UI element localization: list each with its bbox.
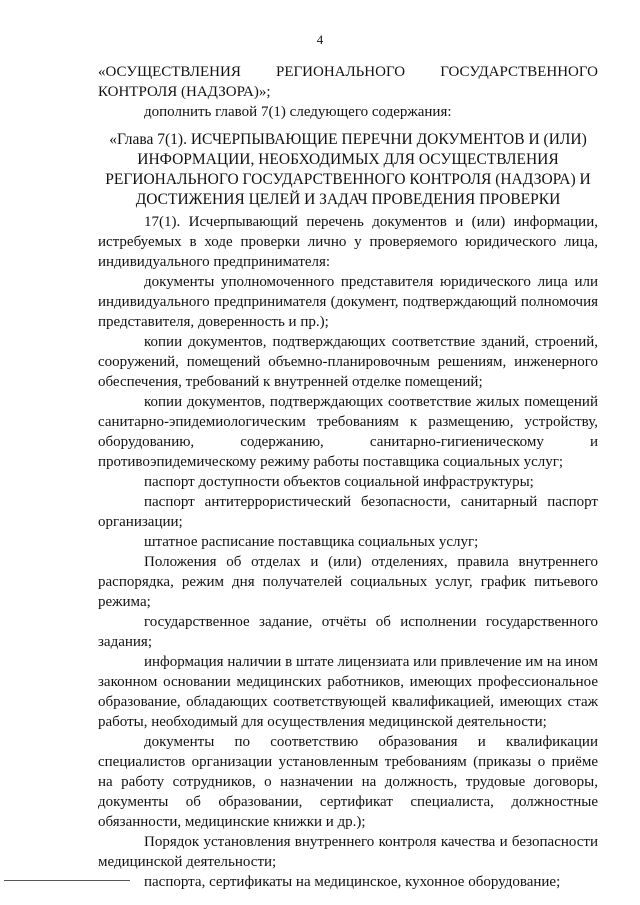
body-text [98, 212, 598, 892]
list-item: паспорт доступности объектов социальной инфраструктуры; [144, 474, 534, 490]
chapter-heading: «Глава 7(1). ИСЧЕРПЫВАЮЩИЕ ПЕРЕЧНИ ДОКУМЕНТОВ И (ИЛИ) ИНФОРМАЦИИ, НЕОБХОДИМЫХ ДЛЯ ОСУЩЕСТВЛЕНИЯ РЕГИОНАЛЬНОГО ГОСУДАРСТВЕННОГО КОНТРОЛЯ (НАДЗОРА) И ДОСТИЖЕНИЯ ЦЕЛЕЙ И ЗАДАЧ ПРОВЕДЕНИЯ ПРОВЕРКИ [105, 131, 591, 208]
list-item: Порядок установления внутреннего контроля качества и безопасности медицинской деятельности; [98, 834, 598, 870]
list-item: информация наличии в штате лицензиата или привлечение им на ином законном основании медицинских работников, имеющих профессиональное образование, обладающих соответствующей квалификацией, имеющих стаж работы, необходимый для осуществления медицинской деятельности; [98, 654, 598, 730]
page-number: 4 [316, 32, 324, 47]
intro-line-2: дополнить главой 7(1) следующего содержания: [144, 104, 452, 120]
list-item: паспорта, сертификаты на медицинское, кухонное оборудование; [144, 874, 561, 890]
list-item: копии документов, подтверждающих соответствие жилых помещений санитарно-эпидемиологическим требованиям к размещению, устройству, оборудованию, содержанию, санитарно-гигиеническому и противоэпидемическому режиму работы поставщика социальных услуг; [98, 394, 598, 470]
footnote-divider [4, 880, 130, 881]
list-item: Положения об отделах и (или) отделениях, правила внутреннего распорядка, режим дня получателей социальных услуг, график питьевого режима; [98, 554, 598, 610]
intro-line-1: «ОСУЩЕСТВЛЕНИЯ РЕГИОНАЛЬНОГО ГОСУДАРСТВЕННОГО КОНТРОЛЯ (НАДЗОРА)»; [98, 64, 598, 100]
intro-block [98, 62, 598, 122]
list-item: штатное расписание поставщика социальных услуг; [144, 534, 479, 550]
list-item: паспорт антитеррористический безопасности, санитарный паспорт организации; [98, 494, 598, 530]
list-item: копии документов, подтверждающих соответствие зданий, строений, сооружений, помещений объемно-планировочным решениям, инженерного обеспечения, требований к внутренней отделке помещений; [98, 334, 598, 390]
list-item: государственное задание, отчёты об исполнении государственного задания; [98, 614, 598, 650]
list-item: документы уполномоченного представителя юридического лица или индивидуального предпринимателя (документ, подтверждающий полномочия представителя, доверенность и пр.); [98, 274, 598, 330]
paragraph-17-1: 17(1). Исчерпывающий перечень документов и (или) информации, истребуемых в ходе проверки лично у проверяемого юридического лица, индивидуального предпринимателя: [98, 214, 598, 270]
list-item: документы по соответствию образования и квалификации специалистов организации установленным требованиям (приказы о приёме на работу сотрудников, о назначении на должность, трудовые договоры, документы об образовании, сертификат специалиста, должностные обязанности, медицинские книжки и др.); [98, 734, 598, 830]
